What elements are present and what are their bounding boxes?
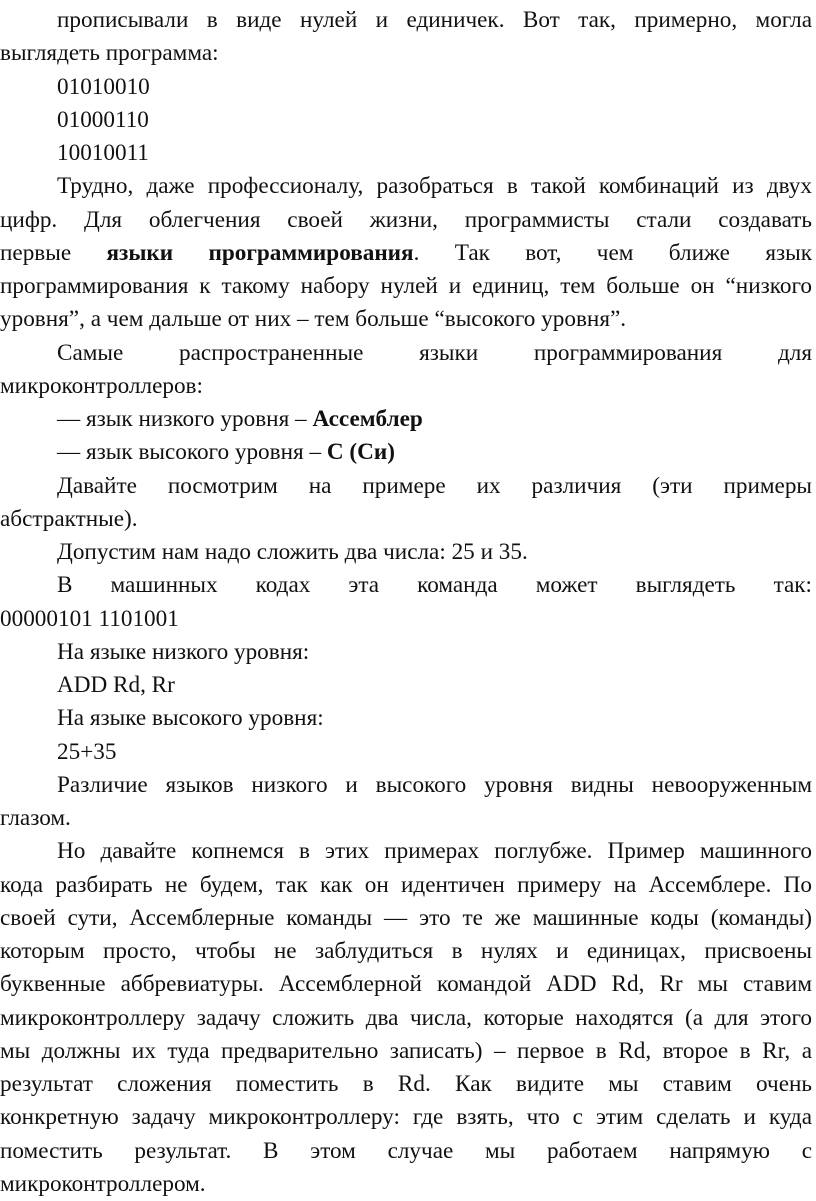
text-line — [0, 435, 816, 469]
text-line: цифр. Для облегчения своей жизни, программисты стали создавать — [0, 206, 812, 233]
text-line: На языке высокого уровня: — [57, 705, 324, 732]
text-line: прописывали в виде нулей и единичек. Вот так, примерно, могла — [57, 7, 812, 33]
text-line: 01010010 — [57, 73, 150, 100]
text-line: которым просто, чтобы не заблудиться в нулях и единицах, присвоены — [0, 938, 812, 964]
bold-term: С (Си) — [326, 439, 395, 466]
text-run: — язык низкого уровня – — [57, 406, 313, 432]
text-line: конкретную задачу микроконтроллеру: где взять, что с этим сделать и куда — [0, 1104, 812, 1131]
text-line: микроконтроллеров: — [0, 372, 203, 399]
text-run: первые — [0, 239, 107, 266]
text-line: абстрактные). — [0, 505, 138, 532]
text-run: — язык высокого уровня – — [57, 439, 327, 466]
text-line: своей сути, Ассемблерные команды — это те же машинные коды (команды) — [0, 904, 812, 931]
text-line: буквенные аббревиатуры. Ассемблерной командой ADD Rd, Rr мы ставим — [0, 971, 812, 998]
text-line: 01000110 — [57, 106, 149, 133]
bold-term: языки программирования — [106, 239, 414, 266]
text-line: Допустим нам надо сложить два числа: 25 и 35. — [57, 539, 528, 565]
text-line: 00000101 1101001 — [0, 605, 179, 632]
text-line: Но давайте копнемся в этих примерах поглубже. Пример машинного — [57, 838, 812, 865]
text-line: уровня”, а чем дальше от них – тем больше “высокого уровня”. — [0, 306, 627, 333]
text-line: На языке низкого уровня: — [57, 638, 310, 665]
text-line: выглядеть программа: — [0, 40, 219, 67]
text-line: В машинных кодах эта команда может выглядеть так: — [57, 572, 812, 599]
text-line: микроконтроллером. — [0, 1170, 206, 1197]
text-line: поместить результат. В этом случае мы работаем напрямую с — [0, 1137, 812, 1164]
text-line: глазом. — [0, 805, 71, 831]
text-line: ADD Rd, Rr — [57, 672, 175, 698]
text-line: Различие языков низкого и высокого уровня видны невооруженным — [57, 771, 812, 798]
text-line: Трудно, даже профессионалу, разобраться в такой комбинаций из двух — [57, 173, 812, 200]
text-line: кода разбирать не будем, так как он идентичен примеру на Ассемблере. По — [0, 871, 812, 898]
text-line: 10010011 — [57, 140, 149, 166]
text-run: . Так вот, чем ближе язык — [413, 239, 812, 266]
text-line: Давайте посмотрим на примере их различия (эти примеры — [57, 472, 812, 499]
text-line: программирования к такому набору нулей и единиц, тем больше он “низкого — [0, 273, 812, 299]
bold-term: Ассемблер — [312, 406, 423, 432]
text-line — [0, 236, 816, 270]
text-line: микроконтроллеру задачу сложить два числа, которые находятся (а для этого — [0, 1004, 812, 1031]
text-line: 25+35 — [57, 738, 117, 765]
text-line — [0, 402, 816, 436]
text-line: результат сложения поместить в Rd. Как видите мы ставим очень — [0, 1071, 812, 1097]
text-line: Самые распространенные языки программирования для — [57, 339, 812, 366]
text-line: мы должны их туда предварительно записать) – первое в Rd, второе в Rr, а — [0, 1037, 812, 1064]
